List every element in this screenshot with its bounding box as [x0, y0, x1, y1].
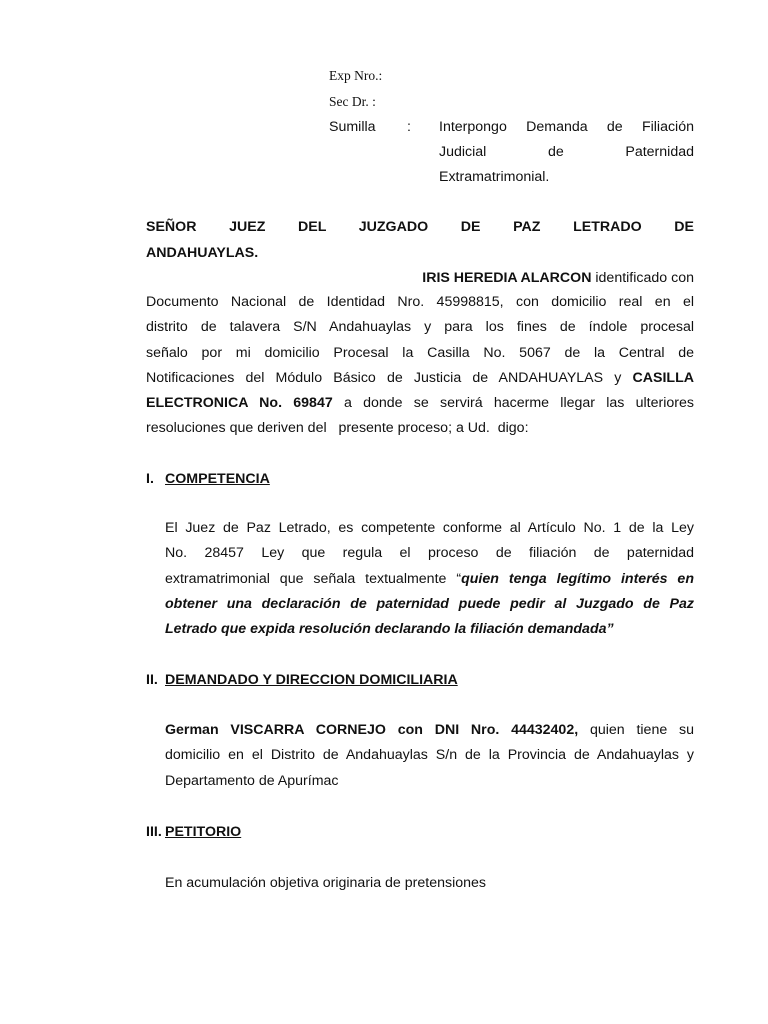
intro-line-1-rest: identificado con: [591, 270, 694, 286]
section-2-title: DEMANDADO Y DIRECCION DOMICILIARIA: [165, 672, 458, 688]
exp-number-label: Exp Nro.:: [329, 68, 383, 83]
sumilla-colon: :: [407, 119, 411, 135]
intro-line-4: señalo por mi domicilio Procesal la Casilla No. 5067 de la Central de: [146, 344, 694, 361]
intro-paragraph: [146, 290, 694, 442]
sumilla-line-2: Judicial de Paternidad: [439, 144, 694, 160]
intro-line-1: [422, 270, 694, 286]
defendant-name: German VISCARRA CORNEJO con DNI Nro. 44432402,: [165, 722, 579, 738]
section-2-line-1-rest: quien tiene su: [578, 722, 694, 738]
quote-part-1: quien tenga legítimo interés en: [461, 570, 694, 587]
section-2-line-1: [165, 718, 694, 743]
section-1-line-5: [165, 617, 694, 642]
quote-part-3: Letrado que expida resolución declarando la filiación demandada”: [165, 621, 614, 638]
section-1-body: [165, 516, 694, 642]
section-1-number: I.: [146, 471, 154, 487]
section-3-line-1: En acumulación objetiva originaria de pretensiones: [165, 875, 486, 891]
sumilla-label: Sumilla: [329, 119, 376, 135]
section-2-line-3: Departamento de Apurímac: [165, 772, 339, 789]
section-1-line-4: [165, 592, 694, 617]
intro-line-5: [146, 366, 694, 391]
section-3-number: III.: [146, 824, 162, 840]
section-1-title: COMPETENCIA: [165, 471, 270, 487]
plaintiff-name: IRIS HEREDIA ALARCON: [422, 270, 592, 286]
section-1-line-3: [165, 567, 694, 592]
section-1-line-1: El Juez de Paz Letrado, es competente conforme al Artículo No. 1 de la Ley: [165, 520, 694, 536]
quote-part-2: obtener una declaración de paternidad puede pedir al Juzgado de Paz: [165, 595, 694, 612]
sumilla-line-3: Extramatrimonial.: [439, 169, 550, 185]
casilla-label: CASILLA: [632, 369, 694, 386]
intro-line-7: resoluciones que deriven del presente proceso; a Ud. digo:: [146, 420, 529, 437]
section-1-line-2: No. 28457 Ley que regula el proceso de filiación de paternidad: [165, 545, 694, 562]
section-1-line-3-plain: extramatrimonial que señala textualmente “: [165, 570, 462, 587]
section-3-title: PETITORIO: [165, 824, 242, 840]
electronica-number: ELECTRONICA No. 69847: [146, 395, 333, 412]
addressee-line-2: ANDAHUAYLAS.: [146, 245, 259, 261]
intro-line-6: [146, 391, 694, 416]
section-2-body: [165, 718, 694, 794]
intro-line-3: distrito de talavera S/N Andahuaylas y para los fines de índole procesal: [146, 319, 694, 336]
sec-dr-label: Sec Dr. :: [329, 94, 376, 109]
intro-line-5-plain: Notificaciones del Módulo Básico de Justicia de ANDAHUAYLAS y: [146, 369, 633, 386]
section-2-number: II.: [146, 672, 158, 688]
intro-line-6-rest: a donde se servirá hacerme llegar las ulteriores: [332, 395, 694, 412]
addressee-line-1: SEÑOR JUEZ DEL JUZGADO DE PAZ LETRADO DE: [146, 219, 694, 235]
section-2-line-2: domicilio en el Distrito de Andahuaylas S/n de la Provincia de Andahuaylas y: [165, 747, 694, 764]
intro-line-2: Documento Nacional de Identidad Nro. 45998815, con domicilio real en el: [146, 294, 694, 310]
sumilla-line-1: Interpongo Demanda de Filiación: [439, 119, 694, 135]
